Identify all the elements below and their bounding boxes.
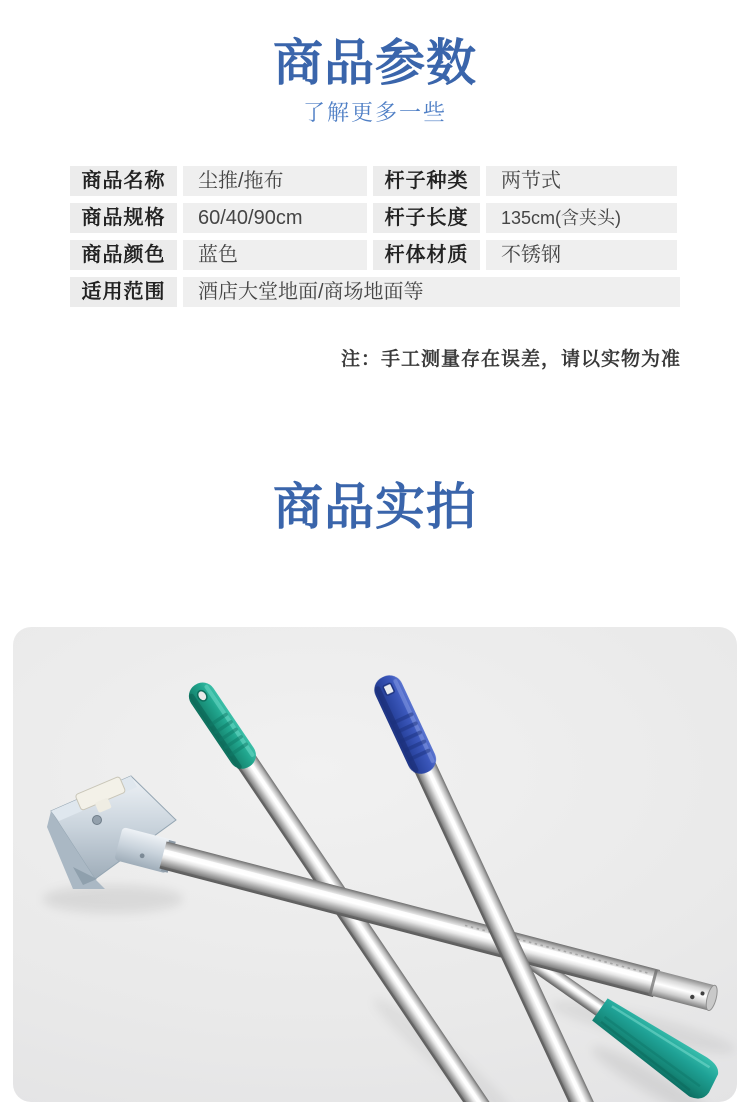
product-photo [13,627,737,1102]
param-label: 杆体材质 [373,240,480,270]
param-label: 商品名称 [70,166,177,196]
table-row [70,203,682,233]
measurement-note: 注：手工测量存在误差，请以实物为准 [340,349,681,370]
param-value: 135cm(含夹头) [486,203,677,233]
frame-pole [114,827,720,1016]
param-value: 两节式 [486,166,677,196]
param-label: 杆子长度 [373,203,480,233]
params-table [70,166,682,307]
photo-section-title: 商品实拍 [273,479,477,535]
param-value: 酒店大堂地面/商场地面等 [183,277,680,307]
param-label: 杆子种类 [373,166,480,196]
params-section-title: 商品参数 [273,35,477,91]
table-row [70,277,682,307]
mop-frame-head [47,776,176,889]
param-value: 不锈钢 [486,240,677,270]
params-section-subtitle: 了解更多一些 [302,100,447,125]
table-row [70,166,682,196]
param-value: 蓝色 [183,240,367,270]
table-row [70,240,682,270]
param-label: 适用范围 [70,277,177,307]
product-photo-illustration [13,627,737,1102]
param-label: 商品颜色 [70,240,177,270]
param-value: 尘推/拖布 [183,166,367,196]
param-value: 60/40/90cm [183,203,367,233]
param-label: 商品规格 [70,203,177,233]
